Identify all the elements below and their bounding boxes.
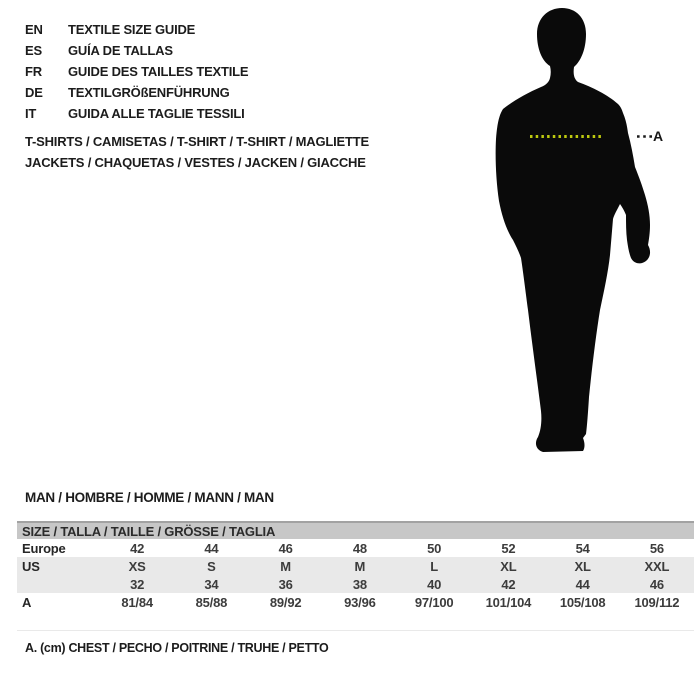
size-cell: S — [207, 558, 216, 574]
size-cell: XL — [574, 558, 591, 574]
category-line-jackets: JACKETS / CHAQUETAS / VESTES / JACKEN / GIACCHE — [25, 155, 366, 170]
size-cell: M — [354, 558, 366, 574]
language-code: IT — [25, 106, 37, 121]
language-row-it — [25, 103, 248, 124]
size-cell: 101/104 — [485, 595, 532, 610]
size-cell: 85/88 — [195, 595, 228, 610]
size-table — [17, 521, 694, 612]
language-code: FR — [25, 64, 42, 79]
size-cell: 97/100 — [414, 595, 454, 610]
size-cell: M — [280, 558, 291, 574]
language-code: DE — [25, 85, 43, 100]
row-label-a: A — [22, 595, 32, 610]
size-cell: XS — [128, 558, 146, 574]
table-row-europe — [17, 539, 694, 557]
size-cell: 36 — [278, 576, 293, 592]
size-cell: 54 — [575, 540, 590, 556]
table-row-chest-cm — [17, 593, 694, 612]
language-title: GUÍA DE TALLAS — [68, 43, 173, 58]
size-cell: 46 — [649, 576, 664, 592]
size-cell: L — [430, 558, 438, 574]
language-row-fr — [25, 61, 248, 82]
language-code: ES — [25, 43, 42, 58]
size-cell: 109/112 — [634, 595, 680, 610]
size-cell: 46 — [278, 540, 293, 556]
size-cell: 50 — [427, 540, 442, 556]
size-cell: 81/84 — [121, 595, 153, 610]
measurement-footnote: A. (cm) CHEST / PECHO / POITRINE / TRUHE / PETTO — [25, 641, 329, 655]
size-cell: 44 — [575, 576, 590, 592]
language-title: TEXTILGRÖßENFÜHRUNG — [68, 85, 230, 100]
size-table-header: SIZE / TALLA / TAILLE / GRÖSSE / TAGLIA — [17, 523, 694, 539]
size-cell: 40 — [427, 576, 442, 592]
section-title-man: MAN / HOMBRE / HOMME / MANN / MAN — [25, 490, 274, 505]
measurement-a-label: A — [653, 128, 664, 144]
language-title: TEXTILE SIZE GUIDE — [68, 22, 196, 37]
size-cell: 48 — [352, 540, 367, 556]
size-cell: 52 — [501, 540, 516, 556]
category-line-tshirts: T-SHIRTS / CAMISETAS / T-SHIRT / T-SHIRT / MAGLIETTE — [25, 134, 369, 149]
size-cell: 42 — [130, 540, 145, 556]
size-cell: 44 — [204, 540, 219, 556]
size-cell: 93/96 — [344, 595, 376, 610]
table-row-us-numeric — [17, 575, 694, 593]
size-cell: 89/92 — [269, 595, 302, 610]
size-cell: 32 — [130, 576, 145, 592]
table-row-us-letters — [17, 557, 694, 575]
category-list — [25, 131, 369, 173]
row-label-us: US — [22, 558, 40, 574]
size-cell: 105/108 — [559, 595, 606, 610]
language-title: GUIDA ALLE TAGLIE TESSILI — [68, 106, 245, 121]
row-label-europe: Europe — [22, 540, 66, 556]
size-cell: XL — [500, 558, 517, 574]
size-cell: 56 — [649, 540, 664, 556]
size-cell: 38 — [352, 576, 367, 592]
language-code: EN — [25, 22, 43, 37]
language-list — [25, 19, 248, 124]
size-cell: 34 — [204, 576, 219, 592]
language-row-en — [25, 19, 248, 40]
model-silhouette — [490, 5, 666, 453]
man-silhouette-path — [496, 8, 650, 452]
language-title: GUIDE DES TAILLES TEXTILE — [68, 64, 249, 79]
size-cell: XXL — [644, 558, 670, 574]
language-row-de — [25, 82, 248, 103]
size-cell: 42 — [501, 576, 516, 592]
divider-line — [17, 630, 694, 631]
language-row-es — [25, 40, 248, 61]
